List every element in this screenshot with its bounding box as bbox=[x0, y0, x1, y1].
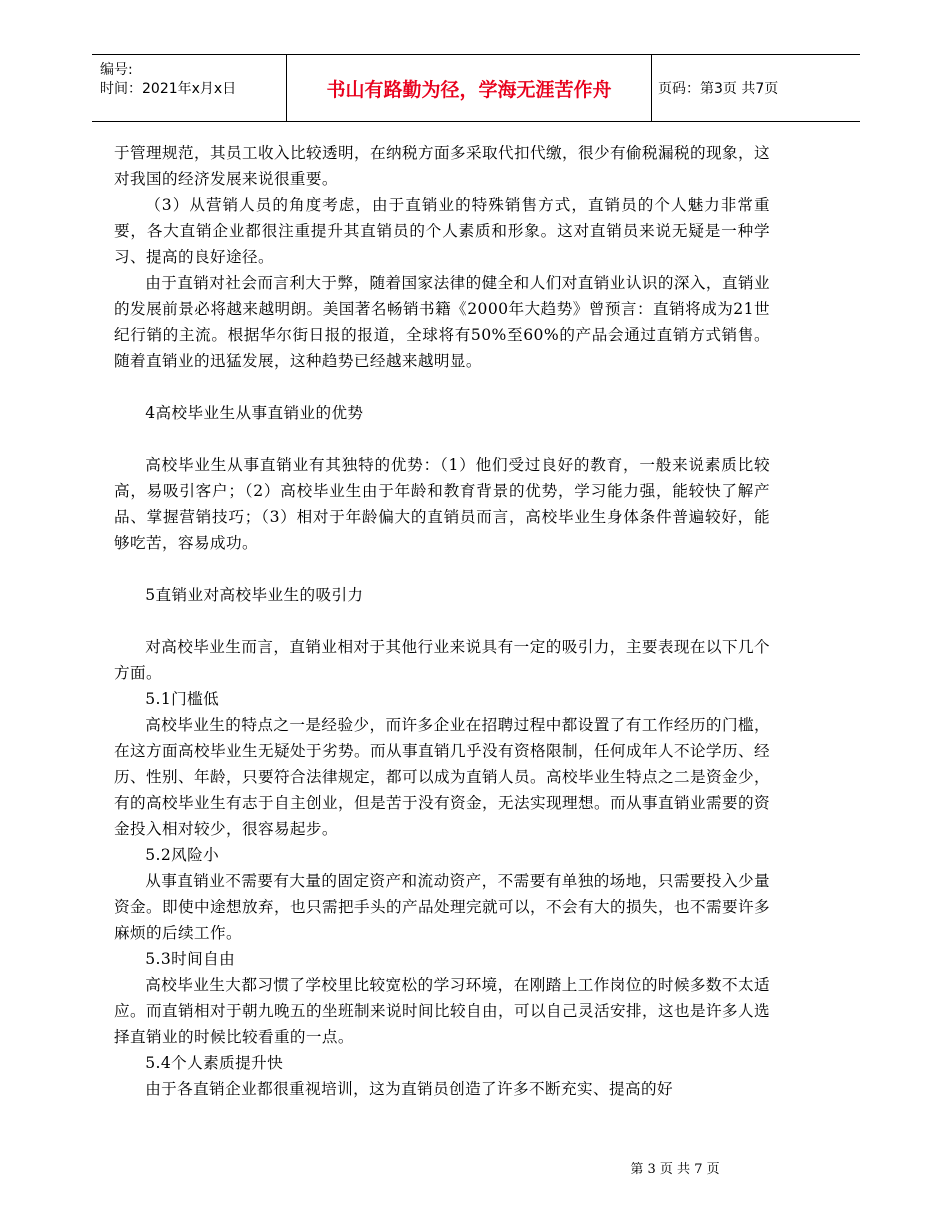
paragraph-tax: 于管理规范，其员工收入比较透明，在纳税方面多采取代扣代缴，很少有偷税漏税的现象，这对我国的经济发展来说很重要。 bbox=[114, 144, 770, 188]
document-time-label: 时间：2021年x月x日 bbox=[100, 81, 237, 97]
paragraph-graduate-advantages: 高校毕业生从事直销业有其独特的优势：（1）他们受过良好的教育，一般来说素质比较高，易吸引客户；（2）高校毕业生由于年龄和教育背景的优势，学习能力强，能较快了解产品、掌握营销技巧；（3）相对于年龄偏大的直销员而言，高校毕业生身体条件普遍较好，能够吃苦，容易成功。 bbox=[114, 456, 770, 552]
section-heading-5: 5直销业对高校毕业生的吸引力 bbox=[145, 586, 364, 604]
paragraph-low-risk: 从事直销业不需要有大量的固定资产和流动资产，不需要有单独的场地，只需要投入少量资金。即使中途想放弃，也只需把手头的产品处理完就可以，不会有大的损失，也不需要许多麻烦的后续工作。 bbox=[114, 872, 770, 942]
document-number-label: 编号: bbox=[100, 62, 133, 78]
header-motto: 书山有路勤为径，学海无涯苦作舟 bbox=[286, 55, 652, 121]
document-body bbox=[114, 140, 770, 1102]
subsection-heading-5-4: 5.4个人素质提升快 bbox=[145, 1054, 284, 1072]
paragraph-attraction-intro: 对高校毕业生而言，直销业相对于其他行业来说具有一定的吸引力，主要表现在以下几个方面。 bbox=[114, 638, 770, 682]
paragraph-low-threshold: 高校毕业生的特点之一是经验少，而许多企业在招聘过程中都设置了有工作经历的门槛，在这方面高校毕业生无疑处于劣势。而从事直销几乎没有资格限制，任何成年人不论学历、经历、性别、年龄，只要符合法律规定，都可以成为直销人员。高校毕业生特点之二是资金少，有的高校毕业生有志于自主创业，但是苦于没有资金，无法实现理想。而从事直销业需要的资金投入相对较少，很容易起步。 bbox=[114, 716, 770, 838]
subsection-heading-5-1: 5.1门槛低 bbox=[145, 690, 220, 708]
section-heading-4: 4高校毕业生从事直销业的优势 bbox=[145, 404, 364, 422]
header-left-cell bbox=[100, 61, 286, 99]
page-footer: 第 3 页 共 7 页 bbox=[630, 1162, 720, 1177]
subsection-heading-5-3: 5.3时间自由 bbox=[145, 950, 236, 968]
subsection-heading-5-2: 5.2风险小 bbox=[145, 846, 220, 864]
paragraph-self-improvement: 由于各直销企业都很重视培训，这为直销员创造了许多不断充实、提高的好 bbox=[145, 1080, 673, 1098]
page-header bbox=[92, 54, 860, 122]
paragraph-flexible-time: 高校毕业生大都习惯了学校里比较宽松的学习环境，在刚踏上工作岗位的时候多数不太适应。而直销相对于朝九晚五的坐班制来说时间比较自由，可以自己灵活安排，这也是许多人选择直销业的时候比较看重的一点。 bbox=[114, 976, 770, 1046]
paragraph-prospects: 由于直销对社会而言利大于弊，随着国家法律的健全和人们对直销业认识的深入，直销业的发展前景必将越来越明朗。美国著名畅销书籍《2000年大趋势》曾预言：直销将成为21世纪行销的主流。根据华尔街日报的报道，全球将有50%至60%的产品会通过直销方式销售。随着直销业的迅猛发展，这种趋势已经越来越明显。 bbox=[114, 274, 770, 370]
paragraph-marketing-staff: （3）从营销人员的角度考虑，由于直销业的特殊销售方式，直销员的个人魅力非常重要，各大直销企业都很注重提升其直销员的个人素质和形象。这对直销员来说无疑是一种学习、提高的良好途径。 bbox=[114, 196, 770, 266]
header-page-number: 页码：第3页 共7页 bbox=[658, 81, 779, 97]
